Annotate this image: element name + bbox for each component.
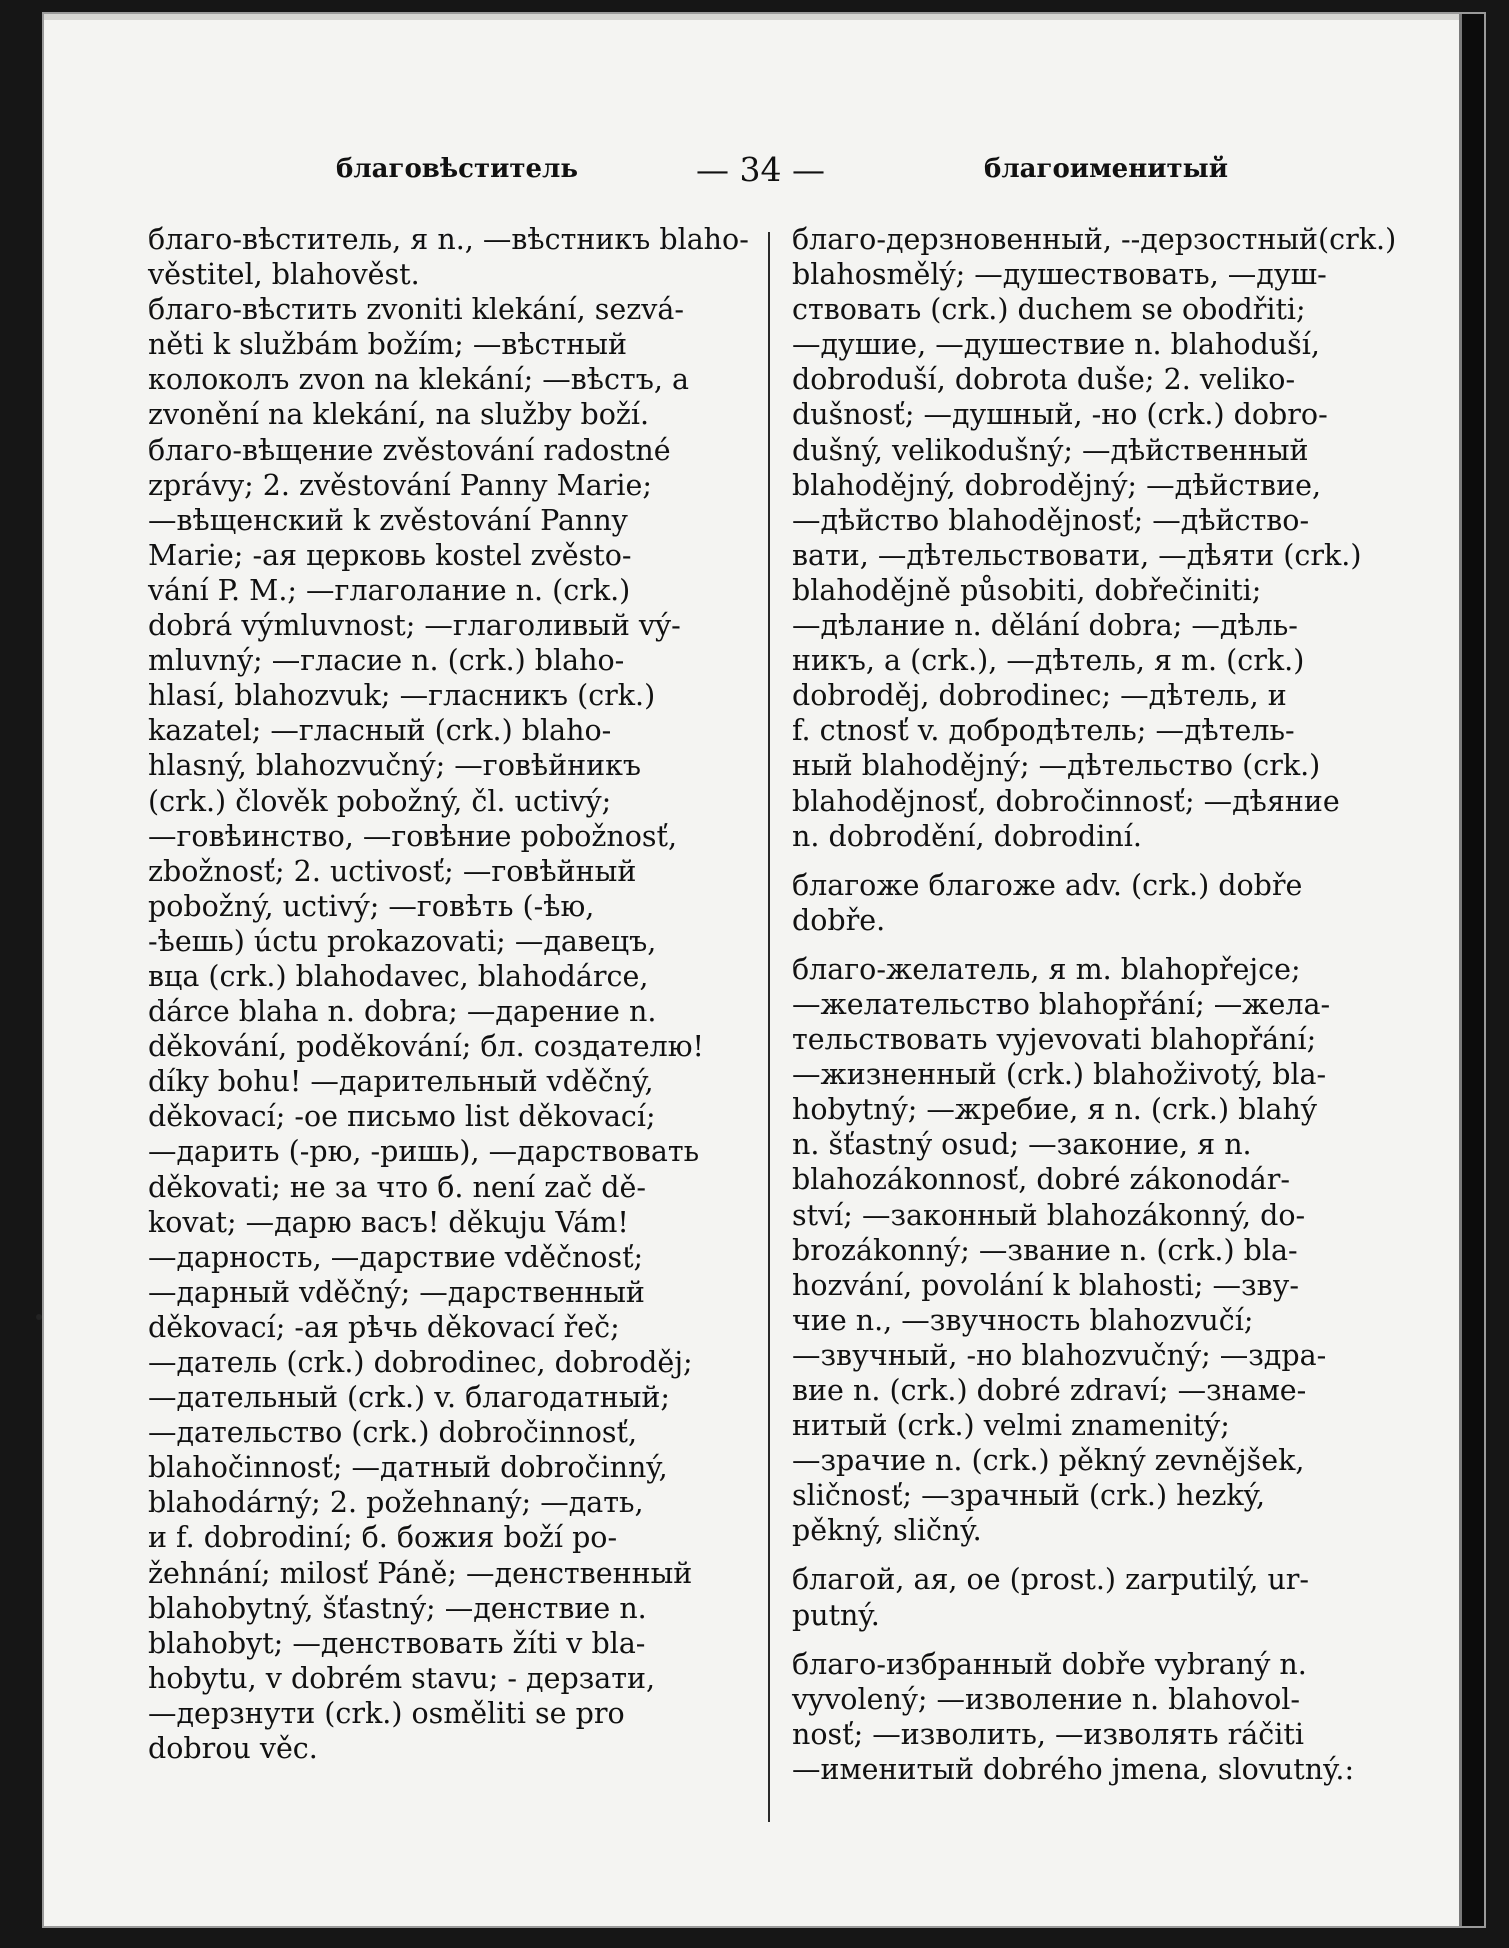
text-line: blahobytný, šťastný; —денствие n.: [148, 1591, 647, 1625]
text-line: vání P. M.; —глаголание n. (crk.): [148, 573, 631, 607]
text-line: hozvání, povolání k blahosti; —зву-: [792, 1268, 1300, 1302]
right-guideword: благоименитый: [984, 154, 1228, 184]
text-line: děkování, poděkování; бл. создателю!: [148, 1030, 704, 1064]
text-line: nosť; —изволить, —изволять ráčiti: [792, 1717, 1304, 1751]
text-line: něti k službám božím; —вѣстный: [148, 328, 627, 362]
text-line: pobožný, uctivý; —говѣть (-ѣю,: [148, 889, 595, 923]
text-line: чие n., —звучность blahozvučí;: [792, 1303, 1254, 1337]
text-line: ství; —законный blahozákonný, do-: [792, 1198, 1306, 1232]
column-divider: [768, 232, 770, 1822]
text-line: hlasí, blahozvuk; —гласникъ (crk.): [148, 679, 656, 713]
text-line: —вѣщенский k zvěstování Panny: [148, 503, 628, 537]
page-number: — 34 —: [696, 150, 825, 189]
dictionary-page: [42, 12, 1486, 1928]
text-line: —именитый dobrého jmena, slovutný.:: [792, 1752, 1355, 1786]
text-line: нитый (crk.) velmi znamenitý;: [792, 1409, 1230, 1443]
text-line: dušnosť; —душный, -но (crk.) dobro-: [792, 398, 1328, 432]
text-line: (crk.) člověk pobožný, čl. uctivý;: [148, 784, 612, 818]
text-line: —желательство blahopřání; —жела-: [792, 987, 1331, 1021]
entry-gap: [792, 1633, 1412, 1647]
text-line: вати, —дѣтельствовати, —дѣяти (crk.): [792, 538, 1362, 572]
text-line: sličnosť; —зрачный (crk.) hezký,: [792, 1479, 1266, 1513]
text-line: věstitel, blahověst.: [148, 258, 420, 292]
text-line: zvonění na klekání, na služby boží.: [148, 398, 650, 432]
text-line: благо-вѣщение zvěstování radostné: [148, 433, 671, 467]
text-line: благо-дерзновенный, --дерзостный(crk.): [792, 223, 1397, 256]
entry-gap: [792, 1548, 1412, 1562]
text-line: kovat; —дарю васъ! děkuju Vám!: [148, 1205, 629, 1239]
text-line: —звучный, -но blahozvučný; —здра-: [792, 1338, 1327, 1372]
margin-dot: [36, 1314, 42, 1320]
text-line: blahodějný, dobrodějný; —дѣйствие,: [792, 468, 1322, 502]
text-line: kazatel; —гласный (crk.) blaho-: [148, 714, 612, 748]
text-line: —душие, —душествие n. blahoduší,: [792, 328, 1320, 362]
text-line: благо-избранный dobře vybraný n.: [792, 1647, 1307, 1681]
text-line: žehnání; milosť Páně; —денственный: [148, 1556, 693, 1590]
text-line: putný.: [792, 1598, 880, 1632]
text-line: ствовать (crk.) duchem se obodřiti;: [792, 293, 1306, 327]
left-guideword: благовѣститель: [336, 154, 578, 184]
text-line: никъ, a (crk.), —дѣтель, я m. (crk.): [792, 644, 1305, 678]
text-line: blahodějnosť, dobročinnosť; —дѣяние: [792, 784, 1340, 818]
text-line: —зрачие n. (crk.) pěkný zevnějšek,: [792, 1444, 1305, 1478]
page-header: [44, 150, 1484, 194]
text-line: dárce blaha n. dobra; —дарение n.: [148, 995, 657, 1029]
text-line: blahočinnosť; —датный dobročinný,: [148, 1451, 668, 1485]
text-line: dobrá výmluvnost; —глаголивый vý-: [148, 609, 681, 643]
text-line: dobroduší, dobrota duše; 2. veliko-: [792, 363, 1296, 397]
text-line: вие n. (crk.) dobré zdraví; —знаме-: [792, 1374, 1307, 1407]
binding-edge: [1462, 14, 1484, 1926]
text-line: dobroděj, dobrodinec; —дѣтель, и: [792, 679, 1287, 713]
text-line: n. šťastný osud; —законие, я n.: [792, 1128, 1252, 1162]
text-line: и f. dobrodiní; б. божия boží po-: [148, 1521, 618, 1555]
text-line: hobytný; —жребие, я n. (crk.) blahý: [792, 1093, 1317, 1127]
text-line: dobře.: [792, 903, 886, 937]
text-line: hobytu, v dobrém stavu; - дерзати,: [148, 1661, 656, 1695]
text-line: —дарить (-рю, -ришь), —дарствовать: [148, 1135, 700, 1169]
text-line: благоже благоже adv. (crk.) dobře: [792, 868, 1303, 902]
text-line: —дѣйство blahodějnosť; —дѣйство-: [792, 503, 1310, 537]
text-line: благо-вѣстить zvoniti klekání, sezvá-: [148, 293, 684, 327]
text-line: благо-желатель, я m. blahopřejce;: [792, 952, 1301, 986]
text-line: n. dobrodění, dobrodiní.: [792, 819, 1142, 853]
text-line: blahodárný; 2. požehnaný; —дать,: [148, 1486, 644, 1520]
text-line: —жизненный (crk.) blahoživotý, bla-: [792, 1058, 1327, 1092]
text-line: —говѣинство, —говѣние pobožnosť,: [148, 819, 678, 853]
text-line: blahobyt; —денствовать žíti v bla-: [148, 1626, 646, 1660]
entry-gap: [792, 938, 1412, 952]
text-line: blahodějně působiti, dobřečiniti;: [792, 573, 1262, 607]
text-line: zprávy; 2. zvěstování Panny Marie;: [148, 468, 652, 502]
text-line: —дѣлание n. dělání dobra; —дѣль-: [792, 609, 1298, 643]
left-column: [148, 222, 750, 1766]
text-line: mluvný; —гласие n. (crk.) blaho-: [148, 644, 625, 678]
text-line: —дарный vděčný; —дарственный: [148, 1275, 645, 1309]
right-column: [792, 222, 1412, 1787]
text-line: ный blahodějný; —дѣтельство (crk.): [792, 749, 1321, 783]
text-line: dušný, velikodušný; —дѣйственный: [792, 433, 1309, 467]
entry-gap: [792, 854, 1412, 868]
text-line: f. ctnosť v. добродѣтель; —дѣтель-: [792, 714, 1295, 748]
text-line: hlasný, blahozvučný; —говѣйникъ: [148, 749, 642, 783]
text-line: вца (crk.) blahodavec, blahodárce,: [148, 959, 649, 993]
text-line: pěkný, sličný.: [792, 1514, 982, 1548]
text-line: благой, ая, ое (prost.) zarputilý, ur-: [792, 1563, 1310, 1597]
text-line: blahozákonnosť, dobré zákonodár-: [792, 1163, 1290, 1197]
text-line: díky bohu! —дарительный vděčný,: [148, 1065, 654, 1099]
text-line: —дательство (crk.) dobročinnosť,: [148, 1416, 638, 1450]
text-line: blahosmělý; —душествовать, —душ-: [792, 258, 1327, 292]
text-line: благо-вѣститель, я n., —вѣстникъ blaho-: [148, 223, 749, 256]
text-line: děkovací; -ая рѣчь děkovací řeč;: [148, 1310, 620, 1344]
text-line: —дарность, —дарствие vděčnosť;: [148, 1240, 644, 1274]
text-line: děkovati; не за что б. není zač dě-: [148, 1170, 646, 1204]
text-line: тельствовать vyjevovati blahopřání;: [792, 1023, 1317, 1057]
text-line: zbožnosť; 2. uctivosť; —говѣйный: [148, 854, 637, 888]
text-line: колоколъ zvon na klekání; —вѣстъ, a: [148, 363, 689, 397]
text-line: -ѣешь) úctu prokazovati; —давецъ,: [148, 924, 657, 958]
text-line: —дерзнути (crk.) osměliti se pro: [148, 1696, 625, 1730]
top-edge: [44, 14, 1484, 20]
text-line: vyvolený; —изволение n. blahovol-: [792, 1682, 1301, 1716]
text-line: děkovací; -ое письмо list děkovací;: [148, 1100, 656, 1134]
text-line: dobrou věc.: [148, 1732, 318, 1766]
text-line: —дательный (crk.) v. благодатный;: [148, 1381, 671, 1415]
text-line: —датель (crk.) dobrodinec, dobroděj;: [148, 1346, 693, 1379]
text-line: brozákonný; —звание n. (crk.) bla-: [792, 1233, 1298, 1267]
text-line: Marie; -ая церковь kostel zvěsto-: [148, 538, 632, 572]
